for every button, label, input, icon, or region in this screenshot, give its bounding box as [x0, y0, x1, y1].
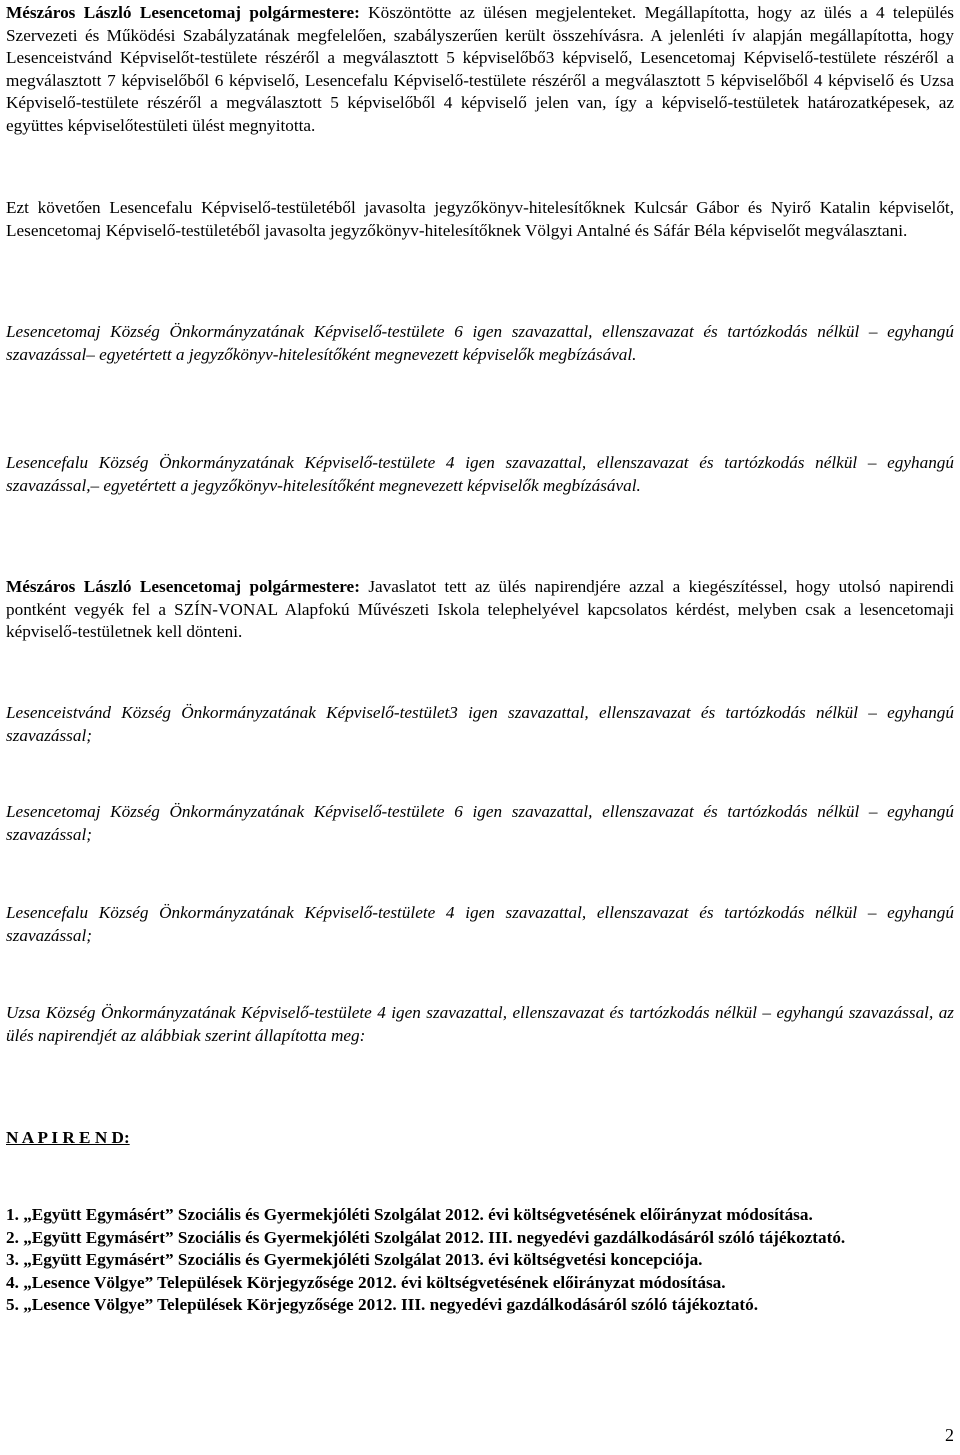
speaker-name: Mészáros László Lesencetomaj polgármestere: — [6, 3, 360, 22]
agenda-list — [6, 1204, 954, 1317]
paragraph-vote-lesencefalu — [6, 902, 954, 947]
paragraph-vote-lesencetomaj — [6, 801, 954, 846]
paragraph-opening — [6, 2, 954, 137]
paragraph-vote-lesencetomaj-authenticators — [6, 321, 954, 366]
agenda-item: 4. „Lesence Völgye” Települések Körjegyzősége 2012. évi költségvetésének előirányzat módosítása. — [6, 1272, 726, 1292]
paragraph-text: Javaslatot tett az ülés napirendjére azzal a kiegészítéssel, hogy utolsó napirendi pontként vegyék fel a SZÍN-VONAL Alapfokú Művészeti Iskola telephelyével kapcsolatos kérdést, melyben csak a lesencetomaji képviselő-testületnek kell dönteni. — [6, 577, 955, 641]
paragraph-text: Ezt követően Lesencefalu Képviselő-testületéből javasolta jegyzőkönyv-hitelesítőknek Kulcsár Gábor és Nyirő Katalin képviselőt, Lesencetomaj Képviselő-testületéből javasolta jegyzőkönyv-hitelesítőknek Völgyi Antalné és Sáfár Béla képviselőt megválasztani. — [6, 198, 954, 240]
page-number: 2 — [945, 1425, 954, 1445]
agenda-item: 5. „Lesence Völgye” Települések Körjegyzősége 2012. III. negyedévi gazdálkodásáról szóló tájékoztató. — [6, 1295, 759, 1314]
paragraph-text: Lesencefalu Község Önkormányzatának Képviselő-testülete 4 igen szavazattal, ellenszavazat és tartózkodás nélkül – egyhangú szavazással,– egyetértett a jegyzőkönyv-hitelesítőként megnevezett képviselők megbízásával. — [6, 453, 954, 495]
paragraph-vote-lesenceistvand — [6, 702, 954, 747]
paragraph-agenda-proposal — [6, 576, 954, 644]
paragraph-text: Lesencetomaj Község Önkormányzatának Képviselő-testülete 6 igen szavazattal, ellenszavazat és tartózkodás nélkül – egyhangú szavazással– egyetértett a jegyzőkönyv-hitelesítőként megnevezett képviselők megbízásával. — [6, 322, 954, 364]
paragraph-text: Lesencefalu Község Önkormányzatának Képviselő-testülete 4 igen szavazattal, ellenszavazat és tartózkodás nélkül – egyhangú szavazással; — [6, 903, 954, 945]
paragraph-vote-uzsa — [6, 1002, 954, 1047]
paragraph-text: Köszöntötte az ülésen megjelenteket. Megállapította, hogy az ülés a 4 település Szervezeti és Működési Szabályzatának megfelelően, szabályszerűen került összehívásra. A jelenléti ív alapján megállapította, hogy Lesenceistvánd Képviselőt-testülete részéről a megválasztott 5 képviselőbő3 képviselő, Lesencetomaj Képviselő-testülete részéről a megválasztott 7 képviselőből 6 képviselő, Lesencefalu Képviselő-testülete részéről a megválasztott 5 képviselőből 4 képviselő és Uzsa Képviselő-testülete részéről a megválasztott 5 képviselőből 4 képviselő jelen van, így a képviselő-testületek határozatképesek, az együttes képviselőtestületi ülést megnyitotta. — [6, 3, 954, 135]
agenda-item: 1. „Együtt Egymásért” Szociális és Gyermekjóléti Szolgálat 2012. évi költségvetésének előirányzat módosítása. — [6, 1205, 813, 1224]
paragraph-text: Uzsa Község Önkormányzatának Képviselő-testülete 4 igen szavazattal, ellenszavazat és tartózkodás nélkül – egyhangú szavazással, az ülés napirendjét az alábbiak szerint állapította meg: — [6, 1003, 954, 1045]
agenda-item: 3. „Együtt Egymásért” Szociális és Gyermekjóléti Szolgálat 2013. évi költségvetési koncepciója. — [6, 1250, 703, 1269]
paragraph-text: Lesenceistvánd Község Önkormányzatának Képviselő-testület3 igen szavazattal, ellenszavazat és tartózkodás nélkül – egyhangú szavazással; — [6, 703, 954, 745]
agenda-heading: N A P I R E N D: — [6, 1128, 130, 1147]
agenda-item: 2. „Együtt Egymásért” Szociális és Gyermekjóléti Szolgálat 2012. III. negyedévi gazdálkodásáról szóló tájékoztató. — [6, 1227, 846, 1247]
paragraph-authenticators — [6, 197, 954, 242]
paragraph-vote-lesencefalu-authenticators — [6, 452, 954, 497]
speaker-name: Mészáros László Lesencetomaj polgármestere: — [6, 577, 360, 596]
paragraph-text: Lesencetomaj Község Önkormányzatának Képviselő-testülete 6 igen szavazattal, ellenszavazat és tartózkodás nélkül – egyhangú szavazással; — [6, 802, 954, 844]
